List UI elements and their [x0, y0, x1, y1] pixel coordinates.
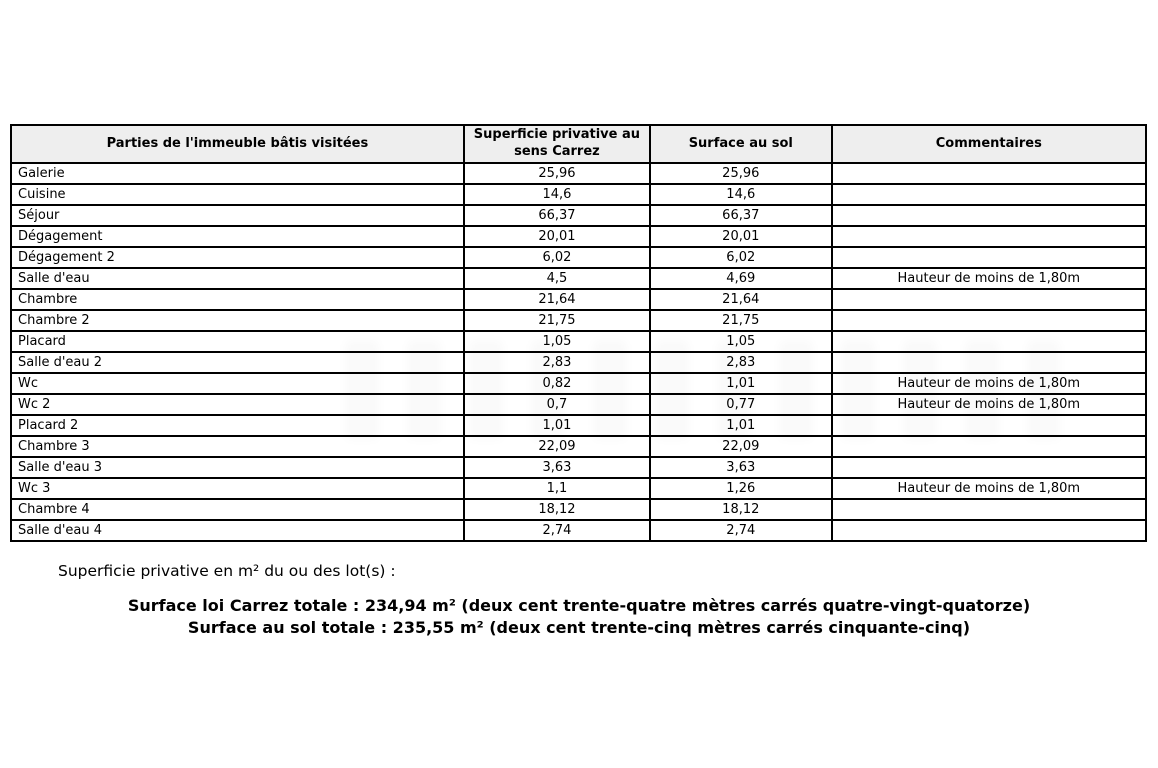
table-row [11, 499, 1146, 520]
cell-carrez: 1,1 [464, 478, 650, 499]
cell-name: Placard 2 [11, 415, 464, 436]
cell-sol: 2,83 [650, 352, 832, 373]
header-carrez: Superficie privative au sens Carrez [464, 125, 650, 163]
cell-comment [832, 520, 1146, 541]
header-surface-sol: Surface au sol [650, 125, 832, 163]
cell-comment [832, 331, 1146, 352]
cell-carrez: 3,63 [464, 457, 650, 478]
cell-sol: 18,12 [650, 499, 832, 520]
table-row [11, 373, 1146, 394]
table-row [11, 226, 1146, 247]
cell-sol: 21,64 [650, 289, 832, 310]
cell-carrez: 1,01 [464, 415, 650, 436]
table-row [11, 436, 1146, 457]
cell-name: Wc 2 [11, 394, 464, 415]
table-row [11, 331, 1146, 352]
cell-carrez: 4,5 [464, 268, 650, 289]
total-carrez-text: Surface loi Carrez totale : 234,94 m² (deux cent trente-quatre mètres carrés quatre-vingt-quatorze) [127, 596, 1031, 615]
table-row [11, 394, 1146, 415]
total-sol-text: Surface au sol totale : 235,55 m² (deux cent trente-cinq mètres carrés cinquante-cinq) [187, 618, 971, 637]
cell-comment [832, 226, 1146, 247]
cell-comment [832, 247, 1146, 268]
cell-carrez: 22,09 [464, 436, 650, 457]
cell-comment: Hauteur de moins de 1,80m [832, 478, 1146, 499]
cell-name: Dégagement 2 [11, 247, 464, 268]
table-row [11, 520, 1146, 541]
table-row [11, 184, 1146, 205]
cell-sol: 20,01 [650, 226, 832, 247]
cell-comment [832, 310, 1146, 331]
cell-name: Chambre 2 [11, 310, 464, 331]
cell-name: Wc 3 [11, 478, 464, 499]
cell-name: Cuisine [11, 184, 464, 205]
table-row [11, 268, 1146, 289]
cell-name: Wc [11, 373, 464, 394]
cell-name: Salle d'eau 4 [11, 520, 464, 541]
cell-carrez: 2,83 [464, 352, 650, 373]
cell-carrez: 66,37 [464, 205, 650, 226]
carrez-surface-table [10, 124, 1147, 542]
cell-comment: Hauteur de moins de 1,80m [832, 394, 1146, 415]
cell-carrez: 0,82 [464, 373, 650, 394]
cell-name: Dégagement [11, 226, 464, 247]
totals-block [0, 595, 1158, 639]
superficie-intro-text: Superficie privative en m² du ou des lot(s) : [58, 562, 396, 580]
cell-sol: 25,96 [650, 163, 832, 184]
cell-carrez: 1,05 [464, 331, 650, 352]
cell-sol: 1,01 [650, 373, 832, 394]
table-row [11, 163, 1146, 184]
cell-sol: 1,01 [650, 415, 832, 436]
cell-carrez: 0,7 [464, 394, 650, 415]
cell-sol: 1,26 [650, 478, 832, 499]
cell-sol: 22,09 [650, 436, 832, 457]
cell-name: Chambre [11, 289, 464, 310]
cell-name: Salle d'eau [11, 268, 464, 289]
cell-sol: 14,6 [650, 184, 832, 205]
cell-name: Chambre 4 [11, 499, 464, 520]
header-commentaires: Commentaires [832, 125, 1146, 163]
cell-carrez: 2,74 [464, 520, 650, 541]
cell-comment: Hauteur de moins de 1,80m [832, 268, 1146, 289]
cell-carrez: 14,6 [464, 184, 650, 205]
table-row [11, 478, 1146, 499]
table-body [11, 163, 1146, 541]
cell-sol: 0,77 [650, 394, 832, 415]
cell-name: Séjour [11, 205, 464, 226]
cell-carrez: 25,96 [464, 163, 650, 184]
cell-comment: Hauteur de moins de 1,80m [832, 373, 1146, 394]
table-row [11, 310, 1146, 331]
cell-sol: 6,02 [650, 247, 832, 268]
table-row [11, 289, 1146, 310]
cell-comment [832, 163, 1146, 184]
cell-carrez: 21,64 [464, 289, 650, 310]
cell-comment [832, 436, 1146, 457]
table-row [11, 415, 1146, 436]
cell-name: Placard [11, 331, 464, 352]
table-row [11, 352, 1146, 373]
cell-carrez: 18,12 [464, 499, 650, 520]
cell-comment [832, 352, 1146, 373]
cell-sol: 4,69 [650, 268, 832, 289]
cell-sol: 21,75 [650, 310, 832, 331]
cell-comment [832, 499, 1146, 520]
cell-name: Galerie [11, 163, 464, 184]
cell-comment [832, 184, 1146, 205]
cell-name: Salle d'eau 3 [11, 457, 464, 478]
cell-name: Salle d'eau 2 [11, 352, 464, 373]
table-row [11, 457, 1146, 478]
table-row [11, 205, 1146, 226]
cell-comment [832, 415, 1146, 436]
cell-name: Chambre 3 [11, 436, 464, 457]
header-parties: Parties de l'immeuble bâtis visitées [11, 125, 464, 163]
cell-comment [832, 457, 1146, 478]
cell-carrez: 21,75 [464, 310, 650, 331]
cell-carrez: 20,01 [464, 226, 650, 247]
cell-comment [832, 205, 1146, 226]
table-header-row [11, 125, 1146, 163]
cell-sol: 3,63 [650, 457, 832, 478]
cell-carrez: 6,02 [464, 247, 650, 268]
cell-comment [832, 289, 1146, 310]
cell-sol: 1,05 [650, 331, 832, 352]
cell-sol: 2,74 [650, 520, 832, 541]
cell-sol: 66,37 [650, 205, 832, 226]
table-row [11, 247, 1146, 268]
